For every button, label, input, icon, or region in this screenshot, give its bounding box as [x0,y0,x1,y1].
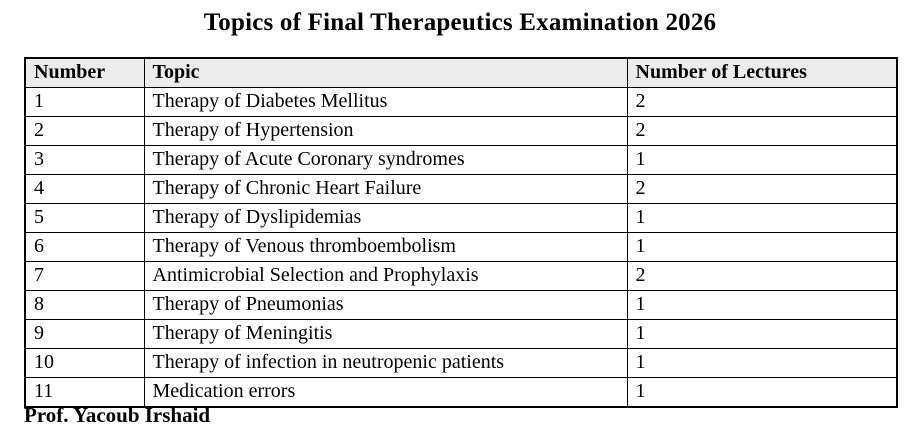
author-signature: Prof. Yacoub Irshaid [24,403,211,427]
cell-lectures: 1 [627,291,897,320]
cell-number: 10 [25,349,144,378]
cell-number: 1 [25,88,144,117]
cell-topic: Therapy of Meningitis [144,320,627,349]
cell-topic: Therapy of Venous thromboembolism [144,233,627,262]
cell-topic: Therapy of Dyslipidemias [144,204,627,233]
cell-topic: Therapy of Pneumonias [144,291,627,320]
cell-lectures: 1 [627,378,897,408]
table-row [25,146,897,175]
column-header-topic: Topic [144,58,627,88]
cell-number: 4 [25,175,144,204]
cell-number: 9 [25,320,144,349]
cell-lectures: 1 [627,146,897,175]
topics-table [24,57,898,408]
cell-topic: Therapy of Acute Coronary syndromes [144,146,627,175]
cell-number: 2 [25,117,144,146]
cell-lectures: 1 [627,349,897,378]
cell-topic: Therapy of infection in neutropenic patients [144,349,627,378]
cell-lectures: 2 [627,88,897,117]
cell-lectures: 1 [627,233,897,262]
cell-lectures: 1 [627,320,897,349]
cell-lectures: 2 [627,175,897,204]
cell-lectures: 2 [627,262,897,291]
column-header-number: Number [25,58,144,88]
cell-number: 7 [25,262,144,291]
table-row [25,204,897,233]
cell-topic: Antimicrobial Selection and Prophylaxis [144,262,627,291]
cell-number: 5 [25,204,144,233]
cell-lectures: 1 [627,204,897,233]
table-row [25,349,897,378]
cell-lectures: 2 [627,117,897,146]
cell-number: 8 [25,291,144,320]
table-row [25,233,897,262]
table-header-row [25,58,897,88]
column-header-lectures: Number of Lectures [627,58,897,88]
table-row [25,88,897,117]
cell-number: 3 [25,146,144,175]
table-row [25,117,897,146]
table-row [25,291,897,320]
cell-number: 11 [25,378,144,408]
table-row [25,175,897,204]
cell-topic: Medication errors [144,378,627,408]
page-title: Topics of Final Therapeutics Examination 2026 [203,9,717,36]
cell-topic: Therapy of Chronic Heart Failure [144,175,627,204]
cell-number: 6 [25,233,144,262]
cell-topic: Therapy of Diabetes Mellitus [144,88,627,117]
table-row [25,320,897,349]
cell-topic: Therapy of Hypertension [144,117,627,146]
table-row [25,262,897,291]
